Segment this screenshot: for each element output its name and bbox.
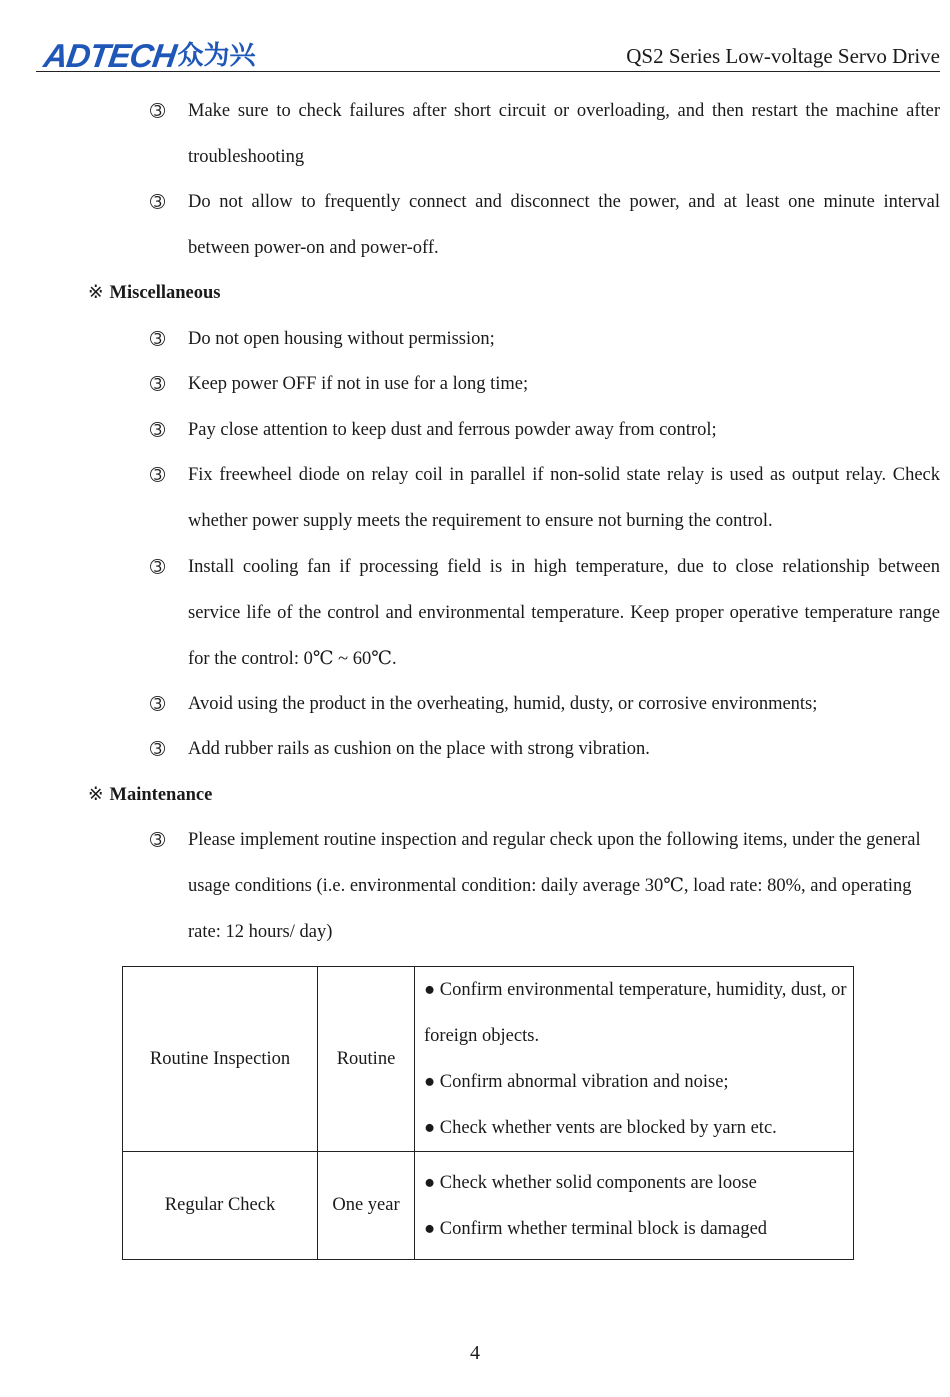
- list-item-text: Install cooling fan if processing field is in high temperature, due to close relationship between service life of the control and environmental temperature. Keep proper operative temperature range for the control: 0℃ ~ 60℃.: [188, 557, 940, 669]
- table-cell-items: [415, 1152, 854, 1260]
- header-divider: [36, 71, 940, 72]
- page-header: [36, 38, 940, 72]
- list-item-text: Keep power OFF if not in use for a long time;: [188, 374, 529, 394]
- list-item-text: Avoid using the product in the overheating, humid, dusty, or corrosive environments;: [188, 694, 818, 714]
- bullet-icon: ➂: [150, 329, 166, 349]
- section-mark-icon: ※: [88, 283, 104, 303]
- list-item-text: Please implement routine inspection and regular check upon the following items, under the general usage conditions (i.e. environmental condition: daily average 30℃, load rate: 80%, and operating rate: 12 hours/ day): [188, 830, 921, 942]
- adtech-logo: [41, 37, 256, 74]
- maintenance-table: [122, 966, 854, 1260]
- table-row: [123, 967, 854, 1152]
- bullet-icon: ➂: [150, 101, 166, 121]
- list-item-text: Do not allow to frequently connect and disconnect the power, and at least one minute interval between power-on and power-off.: [188, 192, 940, 258]
- check-item: ● Check whether vents are blocked by yarn etc.: [424, 1118, 777, 1138]
- check-item: ● Confirm whether terminal block is damaged: [424, 1218, 768, 1239]
- section-heading-miscellaneous: [88, 270, 221, 316]
- section-mark-icon: ※: [88, 785, 104, 805]
- table-row: [123, 1152, 854, 1260]
- logo-latin-text: ADTECH: [41, 37, 179, 74]
- list-item-text: Pay close attention to keep dust and ferrous powder away from control;: [188, 420, 717, 440]
- bullet-icon: ➂: [150, 557, 166, 577]
- page-number: 4: [470, 1342, 480, 1364]
- list-item-text: Add rubber rails as cushion on the place with strong vibration.: [188, 739, 650, 759]
- list-item: [150, 179, 940, 271]
- check-item: ● Check whether solid components are loose: [424, 1172, 757, 1193]
- table-cell-items: [415, 967, 854, 1152]
- list-item: [150, 88, 940, 180]
- list-item-text: Make sure to check failures after short circuit or overloading, and then restart the machine after troubleshooting: [188, 101, 940, 167]
- list-item-text: Do not open housing without permission;: [188, 329, 495, 349]
- table-cell-type: Regular Check: [123, 1152, 318, 1260]
- list-item-text: Fix freewheel diode on relay coil in parallel if non-solid state relay is used as output relay. Check whether power supply meets the requirement to ensure not burning the control.: [188, 465, 940, 531]
- bullet-icon: ➂: [150, 739, 166, 759]
- bullet-icon: ➂: [150, 694, 166, 714]
- document-title: QS2 Series Low-voltage Servo Drive: [626, 44, 940, 68]
- section-heading-text: Miscellaneous: [109, 283, 221, 303]
- logo-cjk-text: 众为兴: [177, 41, 256, 71]
- bullet-icon: ➂: [150, 830, 166, 850]
- bullet-icon: ➂: [150, 374, 166, 394]
- table-cell-type: Routine Inspection: [123, 967, 318, 1152]
- bullet-icon: ➂: [150, 420, 166, 440]
- check-item: ● Confirm environmental temperature, humidity, dust, or foreign objects.: [424, 980, 847, 1046]
- section-heading-maintenance: [88, 772, 212, 818]
- check-item: ● Confirm abnormal vibration and noise;: [424, 1072, 729, 1092]
- bullet-icon: ➂: [150, 465, 166, 485]
- table-cell-period: One year: [318, 1152, 415, 1260]
- section-heading-text: Maintenance: [109, 785, 213, 805]
- table-cell-period: Routine: [318, 967, 415, 1152]
- bullet-icon: ➂: [150, 192, 166, 212]
